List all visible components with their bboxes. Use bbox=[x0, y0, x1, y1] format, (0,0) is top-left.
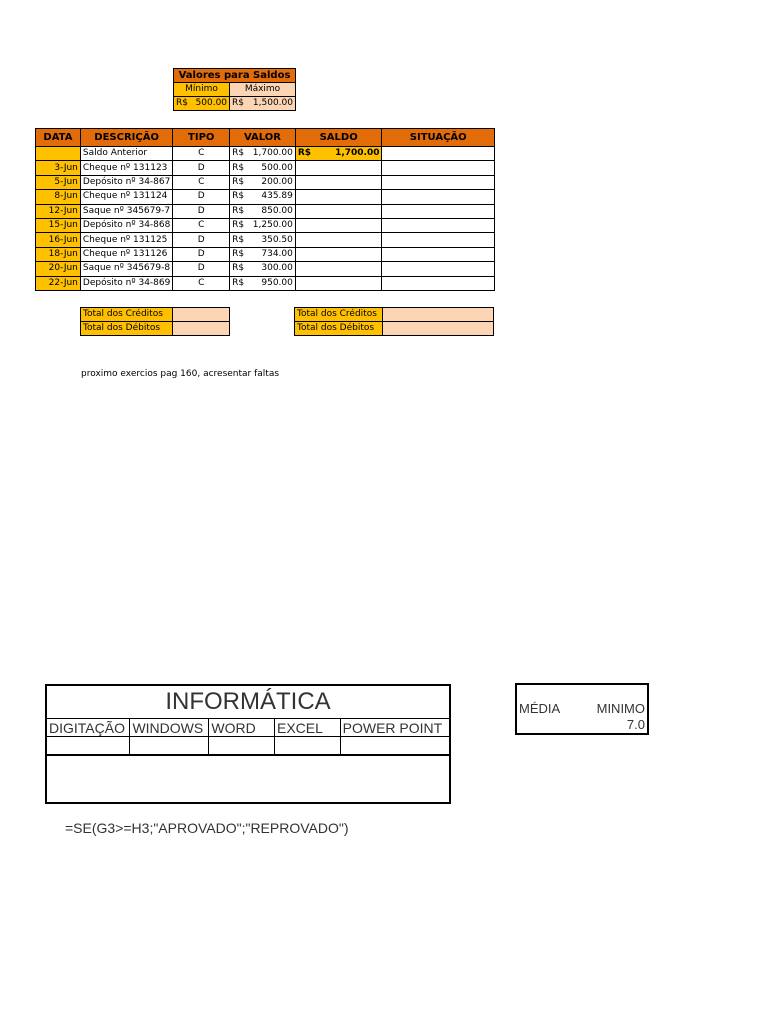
ledger-header-row bbox=[36, 129, 495, 147]
valor-amount: 850.00 bbox=[261, 205, 293, 216]
informatica-cell[interactable] bbox=[340, 737, 450, 755]
valor-amount: 200.00 bbox=[261, 176, 293, 187]
cell-valor[interactable] bbox=[230, 161, 296, 175]
currency: R$ bbox=[232, 205, 245, 216]
cell-situacao[interactable] bbox=[382, 161, 495, 175]
saldo-amount: 1,700.00 bbox=[335, 148, 380, 159]
cell-tipo[interactable]: C bbox=[173, 276, 230, 290]
cell-situacao[interactable] bbox=[382, 262, 495, 276]
cell-tipo[interactable]: D bbox=[173, 190, 230, 204]
total-debitos-label[interactable]: Total dos Débitos bbox=[81, 322, 173, 336]
informatica-cell[interactable] bbox=[46, 737, 130, 755]
minimo-label[interactable]: MINIMO bbox=[596, 701, 645, 716]
table-row bbox=[36, 233, 495, 247]
cell-descricao[interactable]: Cheque nº 131123 bbox=[80, 161, 172, 175]
cell-saldo[interactable] bbox=[295, 190, 382, 204]
cell-saldo[interactable] bbox=[295, 147, 382, 161]
cell-situacao[interactable] bbox=[382, 190, 495, 204]
cell-saldo[interactable] bbox=[295, 233, 382, 247]
table-row bbox=[36, 276, 495, 290]
currency: R$ bbox=[297, 148, 312, 159]
total-debitos-value[interactable] bbox=[172, 322, 229, 336]
table-row bbox=[36, 175, 495, 189]
cell-tipo[interactable]: C bbox=[173, 218, 230, 232]
cell-valor[interactable] bbox=[230, 190, 296, 204]
cell-data[interactable]: 22-Jun bbox=[36, 276, 81, 290]
cell-valor[interactable] bbox=[230, 204, 296, 218]
totals-left bbox=[80, 307, 230, 336]
valor-amount: 1,700.00 bbox=[252, 148, 293, 159]
ledger-header-3[interactable]: VALOR bbox=[230, 129, 296, 147]
table-row bbox=[36, 147, 495, 161]
currency: R$ bbox=[232, 176, 245, 187]
cell-tipo[interactable]: D bbox=[173, 262, 230, 276]
currency: R$ bbox=[232, 148, 245, 159]
saldos-title[interactable]: Valores para Saldos bbox=[174, 69, 296, 83]
max-value: 1,500.00 bbox=[252, 98, 293, 108]
valor-amount: 435.89 bbox=[261, 191, 293, 202]
max-value-cell[interactable] bbox=[230, 97, 296, 111]
cell-valor[interactable] bbox=[230, 276, 296, 290]
currency: R$ bbox=[232, 162, 245, 173]
cell-situacao[interactable] bbox=[382, 218, 495, 232]
ledger-header-2[interactable]: TIPO bbox=[173, 129, 230, 147]
informatica-col-3[interactable]: EXCEL bbox=[274, 719, 340, 737]
cell-valor[interactable] bbox=[230, 218, 296, 232]
currency: R$ bbox=[232, 234, 245, 245]
cell-descricao[interactable]: Cheque nº 131126 bbox=[80, 247, 172, 261]
table-row bbox=[36, 218, 495, 232]
total-creditos-label[interactable]: Total dos Créditos bbox=[295, 308, 383, 322]
cell-saldo[interactable] bbox=[295, 161, 382, 175]
cell-situacao[interactable] bbox=[382, 175, 495, 189]
cell-data[interactable]: 18-Jun bbox=[36, 247, 81, 261]
cell-data[interactable]: 20-Jun bbox=[36, 262, 81, 276]
currency: R$ bbox=[232, 191, 245, 202]
formula-text: =SE(G3>=H3;"APROVADO";"REPROVADO") bbox=[65, 820, 349, 836]
currency: R$ bbox=[232, 248, 245, 259]
informatica-table bbox=[45, 684, 451, 804]
cell-valor[interactable] bbox=[230, 147, 296, 161]
table-row bbox=[36, 204, 495, 218]
informatica-col-1[interactable]: WINDOWS bbox=[130, 719, 209, 737]
ledger-header-4[interactable]: SALDO bbox=[295, 129, 382, 147]
currency: R$ bbox=[232, 220, 245, 231]
media-value[interactable] bbox=[516, 716, 577, 734]
cell-tipo[interactable]: D bbox=[173, 233, 230, 247]
cell-saldo[interactable] bbox=[295, 262, 382, 276]
ledger-header-5[interactable]: SITUAÇÃO bbox=[382, 129, 495, 147]
valor-amount: 500.00 bbox=[261, 162, 293, 173]
cell-valor[interactable] bbox=[230, 175, 296, 189]
cell-tipo[interactable]: C bbox=[173, 147, 230, 161]
cell-valor[interactable] bbox=[230, 262, 296, 276]
table-row bbox=[36, 262, 495, 276]
cell-saldo[interactable] bbox=[295, 175, 382, 189]
total-debitos-label[interactable]: Total dos Débitos bbox=[295, 322, 383, 336]
totals-right bbox=[294, 307, 494, 336]
media-label[interactable]: MÉDIA bbox=[519, 701, 561, 716]
cell-descricao[interactable]: Depósito nº 34-868 bbox=[80, 218, 172, 232]
cell-data[interactable]: 8-Jun bbox=[36, 190, 81, 204]
table-row bbox=[36, 161, 495, 175]
total-creditos-label[interactable]: Total dos Créditos bbox=[81, 308, 173, 322]
cell-situacao[interactable] bbox=[382, 247, 495, 261]
cell-descricao[interactable]: Depósito nº 34-867 bbox=[80, 175, 172, 189]
ledger-header-1[interactable]: DESCRIÇÃO bbox=[80, 129, 172, 147]
valor-amount: 950.00 bbox=[261, 277, 293, 288]
cell-data[interactable]: 12-Jun bbox=[36, 204, 81, 218]
media-table bbox=[515, 683, 649, 735]
valor-amount: 734.00 bbox=[261, 248, 293, 259]
valor-amount: 300.00 bbox=[261, 263, 293, 274]
cell-saldo[interactable] bbox=[295, 247, 382, 261]
minimo-value[interactable]: 7.0 bbox=[626, 717, 645, 732]
cell-descricao[interactable]: Cheque nº 131124 bbox=[80, 190, 172, 204]
informatica-cell[interactable] bbox=[130, 737, 209, 755]
cell-situacao[interactable] bbox=[382, 204, 495, 218]
cell-tipo[interactable]: C bbox=[173, 175, 230, 189]
informatica-col-4[interactable]: POWER POINT bbox=[340, 719, 450, 737]
cell-data[interactable]: 3-Jun bbox=[36, 161, 81, 175]
cell-descricao[interactable]: Saque nº 345679-7 bbox=[80, 204, 172, 218]
cell-data[interactable]: 16-Jun bbox=[36, 233, 81, 247]
min-value: 500.00 bbox=[195, 98, 228, 108]
informatica-title[interactable]: INFORMÁTICA bbox=[46, 685, 450, 719]
max-label[interactable]: Máximo bbox=[230, 83, 296, 97]
ledger-table bbox=[35, 128, 495, 291]
total-creditos-value[interactable] bbox=[382, 308, 493, 322]
currency: R$ bbox=[232, 277, 245, 288]
cell-saldo[interactable] bbox=[295, 204, 382, 218]
table-row bbox=[36, 247, 495, 261]
cell-tipo[interactable]: D bbox=[173, 161, 230, 175]
ledger-header-0[interactable]: DATA bbox=[36, 129, 81, 147]
table-row bbox=[36, 190, 495, 204]
cell-descricao[interactable]: Cheque nº 131125 bbox=[80, 233, 172, 247]
cell-situacao[interactable] bbox=[382, 276, 495, 290]
cell-valor[interactable] bbox=[230, 247, 296, 261]
cell-valor[interactable] bbox=[230, 233, 296, 247]
currency: R$ bbox=[176, 98, 188, 108]
valor-amount: 1,250.00 bbox=[252, 220, 293, 231]
cell-data[interactable]: 15-Jun bbox=[36, 218, 81, 232]
informatica-empty-row[interactable] bbox=[46, 755, 450, 803]
informatica-cell[interactable] bbox=[209, 737, 275, 755]
informatica-col-0[interactable]: DIGITAÇÃO bbox=[46, 719, 130, 737]
cell-data[interactable]: 5-Jun bbox=[36, 175, 81, 189]
cell-descricao[interactable]: Saque nº 345679-8 bbox=[80, 262, 172, 276]
cell-descricao[interactable]: Depósito nº 34-869 bbox=[80, 276, 172, 290]
min-label[interactable]: Mínimo bbox=[174, 83, 230, 97]
informatica-col-2[interactable]: WORD bbox=[209, 719, 275, 737]
note-text: proximo exercios pag 160, acresentar faltas bbox=[81, 369, 280, 379]
cell-tipo[interactable]: D bbox=[173, 204, 230, 218]
informatica-cell[interactable] bbox=[274, 737, 340, 755]
valor-amount: 350.50 bbox=[261, 234, 293, 245]
total-creditos-value[interactable] bbox=[172, 308, 229, 322]
cell-descricao[interactable]: Saldo Anterior bbox=[80, 147, 172, 161]
cell-tipo[interactable]: D bbox=[173, 247, 230, 261]
cell-situacao[interactable] bbox=[382, 233, 495, 247]
currency: R$ bbox=[232, 263, 245, 274]
cell-saldo[interactable] bbox=[295, 276, 382, 290]
saldos-table bbox=[173, 68, 296, 111]
total-debitos-value[interactable] bbox=[382, 322, 493, 336]
cell-data[interactable] bbox=[36, 147, 81, 161]
currency: R$ bbox=[232, 98, 245, 108]
cell-situacao[interactable] bbox=[382, 147, 495, 161]
min-value-cell[interactable] bbox=[174, 97, 230, 111]
cell-saldo[interactable] bbox=[295, 218, 382, 232]
